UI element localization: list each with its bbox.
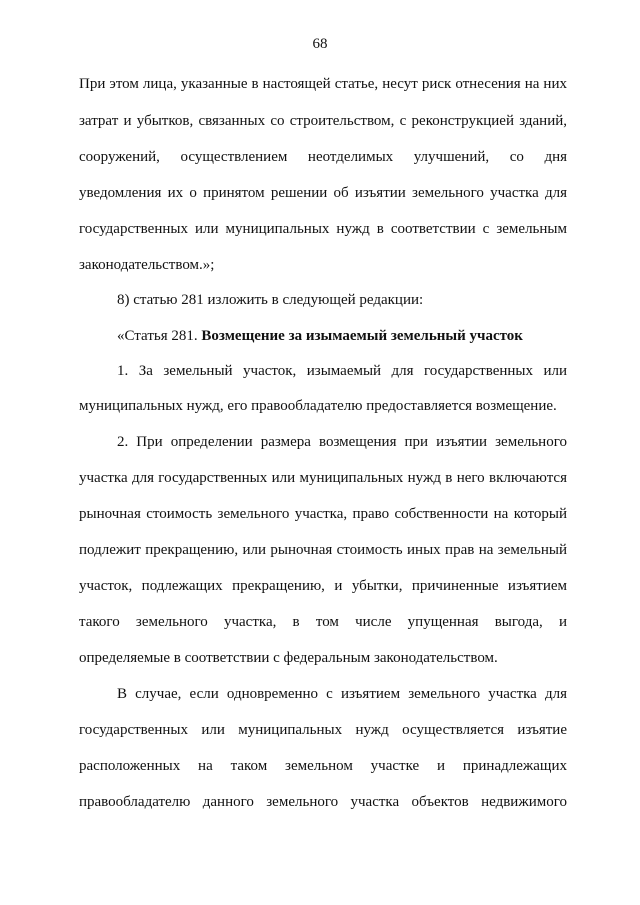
paragraph-line: 2. При определении размера возмещения при изъятии земельного [117,434,567,450]
article-heading [117,326,567,346]
paragraph-line: В случае, если одновременно с изъятием земельного участка для [117,686,567,702]
item-8-text: 8) статью 281 изложить в следующей редакции: [117,292,424,308]
paragraph-line: 1. За земельный участок, изымаемый для государственных или [117,363,567,379]
paragraph-line: При этом лица, указанные в настоящей статье, несут риск отнесения на них [79,76,567,92]
article-title: Возмещение за изымаемый земельный участок [201,328,523,344]
paragraph-line: сооружений, осуществлением неотделимых улучшений, со дня [79,149,567,165]
paragraph-line: государственных или муниципальных нужд осуществляется изъятие [79,722,567,738]
paragraph-line: подлежит прекращению, или рыночная стоимость иных прав на земельный [79,542,567,558]
paragraph-line: уведомления их о принятом решении об изъятии земельного участка для [79,185,567,201]
paragraph-line: государственных или муниципальных нужд в соответствии с земельным [79,221,567,237]
paragraph-line: определяемые в соответствии с федеральным законодательством. [79,650,498,666]
paragraph-line: муниципальных нужд, его правообладателю предоставляется возмещение. [79,398,557,414]
paragraph-line: законодательством.»; [79,257,215,273]
paragraph-line: расположенных на таком земельном участке и принадлежащих [79,758,567,774]
paragraph-line: затрат и убытков, связанных со строительством, с реконструкцией зданий, [79,113,567,129]
paragraph-line: такого земельного участка, в том числе упущенная выгода, и [79,614,567,630]
paragraph-line: правообладателю данного земельного участка объектов недвижимого [79,794,567,810]
page-number: 68 [312,36,328,52]
paragraph-line: рыночная стоимость земельного участка, право собственности на который [79,506,567,522]
article-number: «Статья 281. [117,328,202,344]
paragraph-line: участка для государственных или муниципальных нужд в него включаются [79,470,567,486]
paragraph-line: участок, подлежащих прекращению, и убытки, причиненные изъятием [79,578,567,594]
